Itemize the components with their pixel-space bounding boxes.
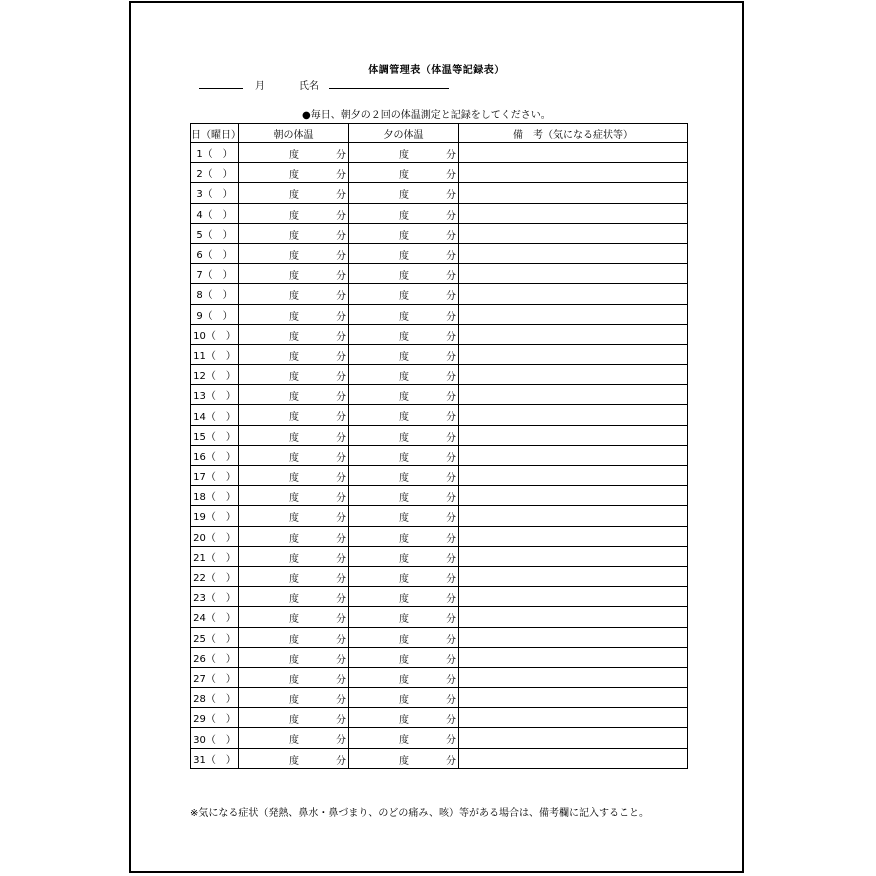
minute-unit-label: 分 bbox=[336, 573, 346, 585]
degree-unit-label: 度 bbox=[399, 755, 409, 767]
notes-cell[interactable] bbox=[459, 566, 688, 586]
evening-temperature-cell[interactable] bbox=[349, 466, 459, 486]
degree-unit-label: 度 bbox=[399, 452, 409, 464]
table-row bbox=[191, 243, 688, 263]
morning-temperature-cell[interactable] bbox=[239, 284, 349, 304]
notes-cell[interactable] bbox=[459, 304, 688, 324]
minute-unit-label: 分 bbox=[446, 271, 456, 283]
morning-temperature-cell[interactable] bbox=[239, 203, 349, 223]
notes-cell[interactable] bbox=[459, 203, 688, 223]
minute-unit-label: 分 bbox=[336, 412, 346, 424]
morning-temperature-cell[interactable] bbox=[239, 748, 349, 768]
minute-unit-label: 分 bbox=[336, 331, 346, 343]
morning-temperature-cell[interactable] bbox=[239, 546, 349, 566]
degree-unit-label: 度 bbox=[289, 190, 299, 202]
notes-cell[interactable] bbox=[459, 264, 688, 284]
notes-cell[interactable] bbox=[459, 647, 688, 667]
minute-unit-label: 分 bbox=[446, 513, 456, 525]
evening-temperature-cell[interactable] bbox=[349, 183, 459, 203]
table-row bbox=[191, 647, 688, 667]
morning-temperature-cell[interactable] bbox=[239, 466, 349, 486]
day-cell: 8（ ） bbox=[191, 284, 239, 304]
form-page bbox=[129, 1, 744, 873]
minute-unit-label: 分 bbox=[336, 392, 346, 404]
minute-unit-label: 分 bbox=[446, 654, 456, 666]
table-row bbox=[191, 405, 688, 425]
degree-unit-label: 度 bbox=[399, 372, 409, 384]
evening-temperature-cell[interactable] bbox=[349, 445, 459, 465]
day-cell: 11（ ） bbox=[191, 344, 239, 364]
morning-temperature-cell[interactable] bbox=[239, 304, 349, 324]
minute-unit-label: 分 bbox=[336, 695, 346, 707]
notes-cell[interactable] bbox=[459, 708, 688, 728]
evening-temperature-cell[interactable] bbox=[349, 365, 459, 385]
day-cell: 22（ ） bbox=[191, 566, 239, 586]
table-row bbox=[191, 607, 688, 627]
morning-temperature-cell[interactable] bbox=[239, 344, 349, 364]
day-cell: 12（ ） bbox=[191, 365, 239, 385]
degree-unit-label: 度 bbox=[399, 473, 409, 484]
minute-unit-label: 分 bbox=[446, 351, 456, 363]
minute-unit-label: 分 bbox=[446, 331, 456, 343]
day-cell: 1（ ） bbox=[191, 143, 239, 163]
minute-unit-label: 分 bbox=[336, 715, 346, 727]
minute-unit-label: 分 bbox=[446, 553, 456, 565]
notes-cell[interactable] bbox=[459, 163, 688, 183]
degree-unit-label: 度 bbox=[289, 553, 299, 565]
degree-unit-label: 度 bbox=[289, 291, 299, 303]
evening-temperature-cell[interactable] bbox=[349, 344, 459, 364]
day-cell: 19（ ） bbox=[191, 506, 239, 526]
degree-unit-label: 度 bbox=[399, 715, 409, 727]
minute-unit-label: 分 bbox=[336, 735, 346, 747]
evening-temperature-cell[interactable] bbox=[349, 688, 459, 708]
notes-cell[interactable] bbox=[459, 587, 688, 607]
degree-unit-label: 度 bbox=[399, 150, 409, 161]
minute-unit-label: 分 bbox=[336, 271, 346, 283]
table-row bbox=[191, 183, 688, 203]
notes-cell[interactable] bbox=[459, 324, 688, 344]
evening-temperature-cell[interactable] bbox=[349, 627, 459, 647]
degree-unit-label: 度 bbox=[399, 735, 409, 747]
minute-unit-label: 分 bbox=[336, 473, 346, 484]
morning-temperature-cell[interactable] bbox=[239, 526, 349, 546]
day-cell: 2（ ） bbox=[191, 163, 239, 183]
morning-temperature-cell[interactable] bbox=[239, 566, 349, 586]
minute-unit-label: 分 bbox=[336, 372, 346, 384]
minute-unit-label: 分 bbox=[336, 250, 346, 262]
degree-unit-label: 度 bbox=[289, 351, 299, 363]
minute-unit-label: 分 bbox=[336, 553, 346, 565]
minute-unit-label: 分 bbox=[446, 210, 456, 222]
evening-temperature-cell[interactable] bbox=[349, 587, 459, 607]
day-cell: 24（ ） bbox=[191, 607, 239, 627]
minute-unit-label: 分 bbox=[446, 695, 456, 707]
minute-unit-label: 分 bbox=[446, 250, 456, 262]
degree-unit-label: 度 bbox=[289, 271, 299, 283]
month-entry-line[interactable] bbox=[199, 88, 243, 89]
morning-temperature-cell[interactable] bbox=[239, 324, 349, 344]
notes-cell[interactable] bbox=[459, 546, 688, 566]
degree-unit-label: 度 bbox=[289, 533, 299, 545]
degree-unit-label: 度 bbox=[289, 412, 299, 424]
evening-temperature-cell[interactable] bbox=[349, 728, 459, 748]
notes-cell[interactable] bbox=[459, 526, 688, 546]
day-cell: 23（ ） bbox=[191, 587, 239, 607]
degree-unit-label: 度 bbox=[399, 351, 409, 363]
degree-unit-label: 度 bbox=[399, 331, 409, 343]
degree-unit-label: 度 bbox=[289, 654, 299, 666]
table-row bbox=[191, 566, 688, 586]
evening-temperature-cell[interactable] bbox=[349, 566, 459, 586]
degree-unit-label: 度 bbox=[399, 654, 409, 666]
minute-unit-label: 分 bbox=[446, 372, 456, 384]
degree-unit-label: 度 bbox=[399, 573, 409, 585]
notes-cell[interactable] bbox=[459, 284, 688, 304]
minute-unit-label: 分 bbox=[446, 230, 456, 242]
name-entry-line[interactable] bbox=[329, 88, 449, 89]
table-row bbox=[191, 425, 688, 445]
minute-unit-label: 分 bbox=[336, 190, 346, 202]
table-row bbox=[191, 708, 688, 728]
degree-unit-label: 度 bbox=[289, 331, 299, 343]
morning-temperature-cell[interactable] bbox=[239, 688, 349, 708]
column-header-notes: 備 考（気になる症状等） bbox=[459, 124, 688, 143]
day-cell: 7（ ） bbox=[191, 264, 239, 284]
table-header-row bbox=[191, 124, 688, 143]
degree-unit-label: 度 bbox=[399, 271, 409, 283]
evening-temperature-cell[interactable] bbox=[349, 304, 459, 324]
degree-unit-label: 度 bbox=[289, 674, 299, 686]
notes-cell[interactable] bbox=[459, 183, 688, 203]
minute-unit-label: 分 bbox=[336, 594, 346, 606]
notes-cell[interactable] bbox=[459, 728, 688, 748]
temperature-log-table bbox=[190, 123, 688, 769]
notes-cell[interactable] bbox=[459, 223, 688, 243]
degree-unit-label: 度 bbox=[289, 392, 299, 404]
minute-unit-label: 分 bbox=[446, 674, 456, 686]
table-row bbox=[191, 284, 688, 304]
minute-unit-label: 分 bbox=[446, 614, 456, 626]
minute-unit-label: 分 bbox=[336, 614, 346, 626]
minute-unit-label: 分 bbox=[336, 513, 346, 525]
evening-temperature-cell[interactable] bbox=[349, 647, 459, 667]
name-label: 氏名 bbox=[299, 81, 319, 92]
notes-cell[interactable] bbox=[459, 385, 688, 405]
evening-temperature-cell[interactable] bbox=[349, 223, 459, 243]
day-cell: 29（ ） bbox=[191, 708, 239, 728]
minute-unit-label: 分 bbox=[446, 594, 456, 606]
column-header-day: 日（曜日） bbox=[191, 124, 239, 143]
minute-unit-label: 分 bbox=[336, 634, 346, 646]
morning-temperature-cell[interactable] bbox=[239, 163, 349, 183]
instruction-text: ●毎日、朝夕の２回の体温測定と記録をしてください。 bbox=[302, 110, 551, 121]
notes-cell[interactable] bbox=[459, 405, 688, 425]
minute-unit-label: 分 bbox=[446, 473, 456, 484]
degree-unit-label: 度 bbox=[399, 553, 409, 565]
degree-unit-label: 度 bbox=[289, 594, 299, 606]
day-cell: 16（ ） bbox=[191, 445, 239, 465]
table-row bbox=[191, 223, 688, 243]
day-cell: 28（ ） bbox=[191, 688, 239, 708]
degree-unit-label: 度 bbox=[289, 634, 299, 646]
notes-cell[interactable] bbox=[459, 607, 688, 627]
minute-unit-label: 分 bbox=[446, 170, 456, 182]
morning-temperature-cell[interactable] bbox=[239, 223, 349, 243]
table-row bbox=[191, 526, 688, 546]
table-row bbox=[191, 728, 688, 748]
day-cell: 31（ ） bbox=[191, 748, 239, 768]
minute-unit-label: 分 bbox=[446, 291, 456, 303]
minute-unit-label: 分 bbox=[336, 674, 346, 686]
degree-unit-label: 度 bbox=[399, 594, 409, 606]
minute-unit-label: 分 bbox=[446, 735, 456, 747]
table-row bbox=[191, 688, 688, 708]
notes-cell[interactable] bbox=[459, 627, 688, 647]
month-label: 月 bbox=[255, 81, 265, 92]
minute-unit-label: 分 bbox=[336, 533, 346, 545]
day-cell: 10（ ） bbox=[191, 324, 239, 344]
minute-unit-label: 分 bbox=[446, 150, 456, 161]
table-row bbox=[191, 667, 688, 687]
notes-cell[interactable] bbox=[459, 365, 688, 385]
day-cell: 30（ ） bbox=[191, 728, 239, 748]
table-row bbox=[191, 466, 688, 486]
table-row bbox=[191, 324, 688, 344]
morning-temperature-cell[interactable] bbox=[239, 667, 349, 687]
degree-unit-label: 度 bbox=[289, 493, 299, 505]
morning-temperature-cell[interactable] bbox=[239, 143, 349, 163]
morning-temperature-cell[interactable] bbox=[239, 365, 349, 385]
degree-unit-label: 度 bbox=[399, 432, 409, 444]
column-header-morning: 朝の体温 bbox=[239, 124, 349, 143]
evening-temperature-cell[interactable] bbox=[349, 385, 459, 405]
minute-unit-label: 分 bbox=[446, 452, 456, 464]
minute-unit-label: 分 bbox=[446, 392, 456, 404]
minute-unit-label: 分 bbox=[446, 715, 456, 727]
evening-temperature-cell[interactable] bbox=[349, 526, 459, 546]
day-cell: 3（ ） bbox=[191, 183, 239, 203]
form-title: 体調管理表（体温等記録表） bbox=[368, 65, 505, 76]
minute-unit-label: 分 bbox=[336, 755, 346, 767]
degree-unit-label: 度 bbox=[289, 735, 299, 747]
degree-unit-label: 度 bbox=[289, 452, 299, 464]
degree-unit-label: 度 bbox=[399, 311, 409, 323]
evening-temperature-cell[interactable] bbox=[349, 607, 459, 627]
minute-unit-label: 分 bbox=[446, 755, 456, 767]
table-body bbox=[191, 143, 688, 769]
day-cell: 18（ ） bbox=[191, 486, 239, 506]
minute-unit-label: 分 bbox=[336, 230, 346, 242]
degree-unit-label: 度 bbox=[289, 150, 299, 161]
morning-temperature-cell[interactable] bbox=[239, 627, 349, 647]
minute-unit-label: 分 bbox=[446, 190, 456, 202]
notes-cell[interactable] bbox=[459, 688, 688, 708]
evening-temperature-cell[interactable] bbox=[349, 405, 459, 425]
degree-unit-label: 度 bbox=[399, 291, 409, 303]
day-cell: 9（ ） bbox=[191, 304, 239, 324]
notes-cell[interactable] bbox=[459, 445, 688, 465]
morning-temperature-cell[interactable] bbox=[239, 445, 349, 465]
degree-unit-label: 度 bbox=[399, 230, 409, 242]
morning-temperature-cell[interactable] bbox=[239, 647, 349, 667]
degree-unit-label: 度 bbox=[289, 170, 299, 182]
evening-temperature-cell[interactable] bbox=[349, 748, 459, 768]
notes-cell[interactable] bbox=[459, 506, 688, 526]
table-row bbox=[191, 304, 688, 324]
evening-temperature-cell[interactable] bbox=[349, 486, 459, 506]
degree-unit-label: 度 bbox=[399, 614, 409, 626]
minute-unit-label: 分 bbox=[446, 493, 456, 505]
evening-temperature-cell[interactable] bbox=[349, 546, 459, 566]
day-cell: 4（ ） bbox=[191, 203, 239, 223]
degree-unit-label: 度 bbox=[399, 493, 409, 505]
degree-unit-label: 度 bbox=[289, 432, 299, 444]
minute-unit-label: 分 bbox=[336, 210, 346, 222]
day-cell: 27（ ） bbox=[191, 667, 239, 687]
day-cell: 26（ ） bbox=[191, 647, 239, 667]
morning-temperature-cell[interactable] bbox=[239, 708, 349, 728]
evening-temperature-cell[interactable] bbox=[349, 708, 459, 728]
degree-unit-label: 度 bbox=[289, 230, 299, 242]
degree-unit-label: 度 bbox=[399, 412, 409, 424]
minute-unit-label: 分 bbox=[446, 412, 456, 424]
minute-unit-label: 分 bbox=[336, 432, 346, 444]
table-row bbox=[191, 486, 688, 506]
minute-unit-label: 分 bbox=[446, 432, 456, 444]
notes-cell[interactable] bbox=[459, 748, 688, 768]
evening-temperature-cell[interactable] bbox=[349, 203, 459, 223]
minute-unit-label: 分 bbox=[446, 634, 456, 646]
notes-cell[interactable] bbox=[459, 143, 688, 163]
minute-unit-label: 分 bbox=[336, 493, 346, 505]
notes-cell[interactable] bbox=[459, 425, 688, 445]
evening-temperature-cell[interactable] bbox=[349, 264, 459, 284]
degree-unit-label: 度 bbox=[399, 392, 409, 404]
notes-cell[interactable] bbox=[459, 486, 688, 506]
degree-unit-label: 度 bbox=[399, 533, 409, 545]
table-row bbox=[191, 506, 688, 526]
degree-unit-label: 度 bbox=[289, 614, 299, 626]
table-row bbox=[191, 546, 688, 566]
day-cell: 15（ ） bbox=[191, 425, 239, 445]
degree-unit-label: 度 bbox=[399, 634, 409, 646]
degree-unit-label: 度 bbox=[289, 250, 299, 262]
table-row bbox=[191, 264, 688, 284]
table-row bbox=[191, 587, 688, 607]
evening-temperature-cell[interactable] bbox=[349, 425, 459, 445]
evening-temperature-cell[interactable] bbox=[349, 506, 459, 526]
minute-unit-label: 分 bbox=[446, 573, 456, 585]
minute-unit-label: 分 bbox=[336, 170, 346, 182]
minute-unit-label: 分 bbox=[446, 533, 456, 545]
day-cell: 14（ ） bbox=[191, 405, 239, 425]
day-cell: 21（ ） bbox=[191, 546, 239, 566]
minute-unit-label: 分 bbox=[336, 311, 346, 323]
degree-unit-label: 度 bbox=[399, 674, 409, 686]
day-cell: 20（ ） bbox=[191, 526, 239, 546]
evening-temperature-cell[interactable] bbox=[349, 284, 459, 304]
degree-unit-label: 度 bbox=[399, 513, 409, 525]
minute-unit-label: 分 bbox=[446, 311, 456, 323]
degree-unit-label: 度 bbox=[289, 210, 299, 222]
degree-unit-label: 度 bbox=[399, 170, 409, 182]
morning-temperature-cell[interactable] bbox=[239, 243, 349, 263]
morning-temperature-cell[interactable] bbox=[239, 183, 349, 203]
morning-temperature-cell[interactable] bbox=[239, 264, 349, 284]
evening-temperature-cell[interactable] bbox=[349, 163, 459, 183]
notes-cell[interactable] bbox=[459, 466, 688, 486]
degree-unit-label: 度 bbox=[289, 513, 299, 525]
table-row bbox=[191, 163, 688, 183]
day-cell: 25（ ） bbox=[191, 627, 239, 647]
minute-unit-label: 分 bbox=[336, 351, 346, 363]
table-row bbox=[191, 143, 688, 163]
degree-unit-label: 度 bbox=[399, 695, 409, 707]
minute-unit-label: 分 bbox=[336, 452, 346, 464]
degree-unit-label: 度 bbox=[399, 210, 409, 222]
footnote: ※気になる症状（発熱、鼻水・鼻づまり、のどの痛み、咳）等がある場合は、備考欄に記入すること。 bbox=[190, 808, 649, 819]
minute-unit-label: 分 bbox=[336, 150, 346, 161]
morning-temperature-cell[interactable] bbox=[239, 486, 349, 506]
table-row bbox=[191, 627, 688, 647]
morning-temperature-cell[interactable] bbox=[239, 385, 349, 405]
degree-unit-label: 度 bbox=[289, 311, 299, 323]
degree-unit-label: 度 bbox=[289, 372, 299, 384]
table-row bbox=[191, 385, 688, 405]
day-cell: 13（ ） bbox=[191, 385, 239, 405]
degree-unit-label: 度 bbox=[289, 695, 299, 707]
morning-temperature-cell[interactable] bbox=[239, 728, 349, 748]
table-row bbox=[191, 344, 688, 364]
notes-cell[interactable] bbox=[459, 344, 688, 364]
table-row bbox=[191, 748, 688, 768]
degree-unit-label: 度 bbox=[289, 715, 299, 727]
evening-temperature-cell[interactable] bbox=[349, 324, 459, 344]
degree-unit-label: 度 bbox=[289, 755, 299, 767]
degree-unit-label: 度 bbox=[399, 250, 409, 262]
day-cell: 17（ ） bbox=[191, 466, 239, 486]
day-cell: 6（ ） bbox=[191, 243, 239, 263]
evening-temperature-cell[interactable] bbox=[349, 143, 459, 163]
table-row bbox=[191, 365, 688, 385]
degree-unit-label: 度 bbox=[289, 573, 299, 585]
column-header-evening: 夕の体温 bbox=[349, 124, 459, 143]
day-cell: 5（ ） bbox=[191, 223, 239, 243]
evening-temperature-cell[interactable] bbox=[349, 243, 459, 263]
degree-unit-label: 度 bbox=[289, 473, 299, 484]
morning-temperature-cell[interactable] bbox=[239, 607, 349, 627]
evening-temperature-cell[interactable] bbox=[349, 667, 459, 687]
minute-unit-label: 分 bbox=[336, 654, 346, 666]
morning-temperature-cell[interactable] bbox=[239, 405, 349, 425]
morning-temperature-cell[interactable] bbox=[239, 506, 349, 526]
morning-temperature-cell[interactable] bbox=[239, 587, 349, 607]
morning-temperature-cell[interactable] bbox=[239, 425, 349, 445]
degree-unit-label: 度 bbox=[399, 190, 409, 202]
table-row bbox=[191, 203, 688, 223]
table-row bbox=[191, 445, 688, 465]
notes-cell[interactable] bbox=[459, 243, 688, 263]
notes-cell[interactable] bbox=[459, 667, 688, 687]
minute-unit-label: 分 bbox=[336, 291, 346, 303]
